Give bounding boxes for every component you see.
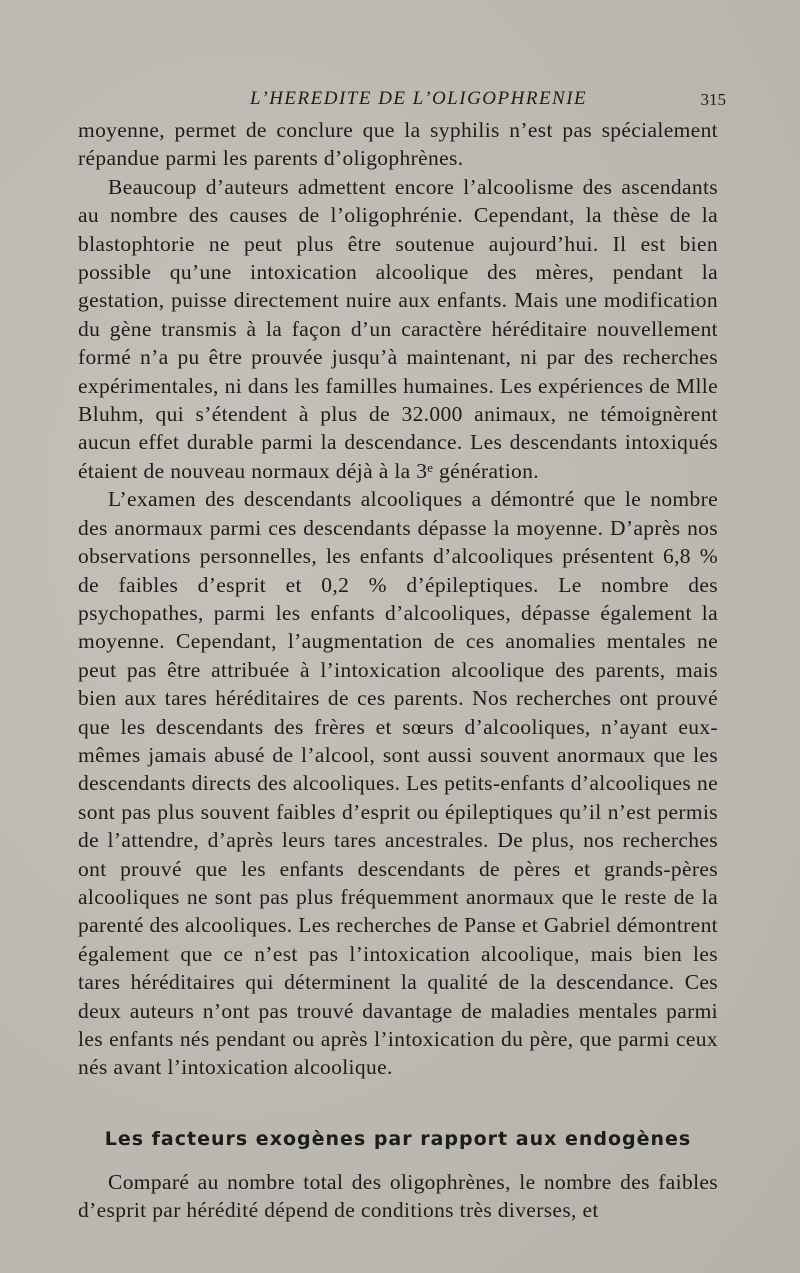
- paragraph-continuation: moyenne, permet de conclure que la syphilis n’est pas spécialement répandue parmi les parents d’oligophrènes.: [78, 118, 718, 171]
- body-text: [78, 116, 718, 1082]
- paragraph-compare: Comparé au nombre total des oligophrènes, le nombre des faibles d’esprit par hérédité dépend de conditions très diverses, et: [78, 1169, 718, 1223]
- section-heading: Les facteurs exogènes par rapport aux endogènes: [104, 1127, 692, 1150]
- running-header: [78, 82, 726, 116]
- paragraph-examen: L’examen des descendants alcooliques a démontré que le nombre des anormaux parmi ces descendants dépasse la moyenne. D’après nos observations personnelles, les enfants d’alcooliques présentent 6,8 % de faibles d’esprit et 0,2 % d’épileptiques. Le nombre des psychopathes, parmi les enfants d’alcooliques, dépasse également la moyenne. Cependant, l’augmentation de ces anomalies mentales ne peut pas être attribuée à l’intoxication alcoolique des parents, mais bien aux tares héréditaires de ces parents. Nos recherches ont prouvé que les descendants des frères et sœurs d’alcooliques, n’ayant eux-mêmes jamais abusé de l’alcool, sont aussi souvent anormaux que les descendants directs des alcooliques. Les petits-enfants d’alcooliques ne sont pas plus souvent faibles d’esprit ou épileptiques qu’il n’est permis de l’attendre, d’après leurs tares ancestrales. De plus, nos recherches ont prouvé que les enfants descendants de pères et grands-pères alcooliques ne sont pas plus fréquemment anormaux que le reste de la parenté des alcooliques. Les recherches de Panse et Gabriel démontrent également que ce n’est pas l’intoxication alcoolique, mais bien les tares héréditaires qui déterminent la qualité de la descendance. Ces deux auteurs n’ont pas trouvé davantage de maladies mentales parmi les enfants nés pendant ou après l’intoxication du père, que parmi ceux nés avant l’intoxication alcoolique.: [78, 487, 718, 1080]
- body-text-closing: [78, 1168, 718, 1225]
- page-number: 315: [700, 90, 726, 109]
- book-page: [78, 82, 726, 1225]
- paragraph-alcoolisme: Beaucoup d’auteurs admettent encore l’alcoolisme des ascendants au nombre des causes de l’oligophrénie. Cependant, la thèse de la blastophtorie ne peut plus être soutenue aujourd’hui. Il est bien possible qu’une intoxication alcoolique des mères, pendant la gestation, puisse directement nuire aux enfants. Mais une modification du gène transmis à la façon d’un caractère héréditaire nouvellement formé n’a pu être prouvée jusqu’à maintenant, ni par des recherches expérimentales, ni dans les familles humaines. Les expériences de Mlle Bluhm, qui s’étendent à plus de 32.000 animaux, ne témoignèrent aucun effet durable parmi la descendance. Les descendants intoxiqués étaient de nouveau normaux déjà à la 3ᵉ génération.: [78, 174, 718, 483]
- running-title: L’HEREDITE DE L’OLIGOPHRENIE: [250, 88, 588, 109]
